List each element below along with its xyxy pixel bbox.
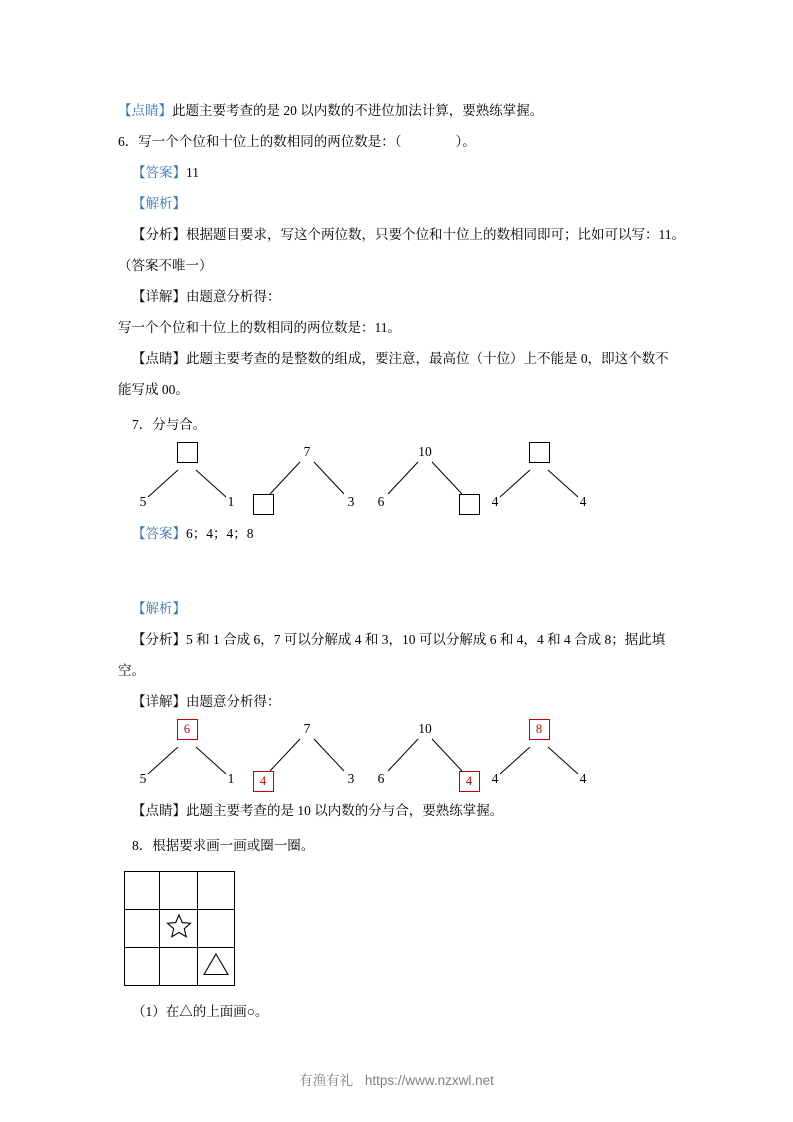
line-text: 根据题目要求，写这个两位数，只要个位和十位上的数相同即可；比如可以写：11。 — [186, 227, 685, 242]
line-text: （1）在△的上面画○。 — [132, 1004, 269, 1019]
grid-cell[interactable] — [125, 910, 160, 948]
number-bond-answer-2 — [248, 719, 368, 797]
text-line — [118, 593, 678, 624]
answer-box-filled: 6 — [177, 719, 198, 740]
line-text: 由题意分析得： — [186, 694, 281, 709]
number-bond-3 — [366, 442, 486, 520]
star-icon — [166, 913, 192, 939]
number-bond-2 — [248, 442, 368, 520]
line-text: 此题主要考查的是 10 以内数的分与合，要熟练掌握。 — [186, 803, 504, 818]
number-bond-1 — [128, 442, 248, 520]
grid-cell[interactable] — [125, 872, 160, 910]
footer-url: https://www.nzxwl.net — [364, 1073, 494, 1088]
footer-brand: 有渔有礼 — [299, 1073, 354, 1088]
line-text: 能写成 00。 — [118, 382, 189, 397]
text-line — [118, 188, 678, 219]
grid-cell-star[interactable] — [160, 910, 197, 948]
line-text: 写一个个位和十位上的数相同的两位数是：11。 — [118, 320, 401, 335]
answer-box[interactable] — [253, 494, 274, 515]
number-bond-answer-3 — [366, 719, 486, 797]
number-bond-row-question — [118, 442, 678, 520]
label-answer: 【答案】 — [132, 165, 186, 180]
bond-top-answer — [172, 719, 202, 740]
bond-left-box[interactable] — [248, 494, 278, 515]
line-text: 此题主要考查的是整数的组成，要注意，最高位（十位）上不能是 0，即这个数不 — [186, 351, 669, 366]
grid-cell[interactable] — [160, 948, 197, 986]
line-text: 7．分与合。 — [132, 417, 207, 432]
text-line — [118, 281, 678, 312]
line-text: 5 和 1 合成 6，7 可以分解成 4 和 3，10 可以分解成 6 和 4，4 和 4 合成 8；据此填 — [186, 632, 666, 647]
three-by-three-grid — [124, 871, 235, 982]
bond-right-value: 1 — [227, 771, 235, 786]
label-fenxi: 【分析】 — [132, 632, 186, 647]
line-text: 由题意分析得： — [186, 289, 281, 304]
line-text: 6．写一个个位和十位上的数相同的两位数是：（ ）。 — [118, 134, 476, 149]
bond-top-answer — [524, 719, 554, 740]
text-line — [118, 686, 678, 717]
grid-cell[interactable] — [197, 910, 234, 948]
question-7 — [118, 409, 678, 440]
triangle-icon — [202, 951, 230, 977]
text-line — [118, 95, 678, 126]
text-line — [118, 655, 678, 686]
question-8-part-1 — [118, 996, 678, 1027]
grid-table — [124, 871, 235, 986]
number-bond-answer-1 — [128, 719, 248, 797]
line-text: 空。 — [118, 663, 145, 678]
bond-left-value: 6 — [377, 771, 385, 786]
text-line — [118, 624, 678, 655]
label-dianjing: 【点睛】 — [118, 103, 172, 118]
grid-row — [125, 948, 235, 986]
footer-watermark — [0, 1069, 793, 1089]
text-line — [118, 795, 678, 826]
text-line — [118, 250, 678, 281]
bond-left-answer — [248, 771, 278, 792]
bond-left-value: 4 — [491, 494, 499, 509]
answer-box[interactable] — [177, 442, 198, 463]
label-xiangjie: 【详解】 — [132, 694, 186, 709]
bond-top-value: 10 — [418, 721, 432, 736]
answer-box-filled: 8 — [529, 719, 550, 740]
grid-cell[interactable] — [197, 872, 234, 910]
number-bond-answer-4 — [480, 719, 600, 797]
grid-row — [125, 910, 235, 948]
bond-left-value: 5 — [139, 771, 147, 786]
bond-left-value: 4 — [491, 771, 499, 786]
answer-box-filled: 4 — [253, 771, 274, 792]
label-fenxi: 【分析】 — [132, 227, 186, 242]
bond-top-value: 7 — [303, 444, 311, 459]
text-line — [118, 219, 685, 250]
document-body — [118, 95, 685, 1027]
line-text: 6；4；4；8 — [186, 526, 254, 541]
answer-box-filled: 4 — [459, 771, 480, 792]
question-8 — [118, 830, 678, 861]
label-xiangjie: 【详解】 — [132, 289, 186, 304]
bond-top-value: 7 — [303, 721, 311, 736]
label-dianjing: 【点睛】 — [132, 803, 186, 818]
text-line — [118, 157, 678, 188]
bond-top-box[interactable] — [172, 442, 202, 463]
number-bond-row-answer — [118, 719, 678, 797]
label-analysis-header: 【解析】 — [132, 601, 186, 616]
bond-right-value: 3 — [347, 494, 355, 509]
number-bond-4 — [480, 442, 600, 520]
bond-right-value: 1 — [227, 494, 235, 509]
answer-box[interactable] — [529, 442, 550, 463]
line-text: 此题主要考查的是 20 以内数的不进位加法计算，要熟练掌握。 — [172, 103, 544, 118]
line-text: 11 — [186, 165, 199, 180]
bond-right-value: 4 — [579, 771, 587, 786]
bond-right-value: 4 — [579, 494, 587, 509]
text-line — [118, 343, 678, 374]
text-line — [118, 518, 678, 549]
grid-cell[interactable] — [160, 872, 197, 910]
grid-cell-triangle[interactable] — [197, 948, 234, 986]
text-line — [118, 312, 678, 343]
answer-box[interactable] — [459, 494, 480, 515]
label-analysis-header: 【解析】 — [132, 196, 186, 211]
line-text: 8．根据要求画一画或圈一圈。 — [132, 838, 315, 853]
bond-left-value: 6 — [377, 494, 385, 509]
bond-top-value: 10 — [418, 444, 432, 459]
line-text: （答案不唯一） — [118, 258, 213, 273]
bond-right-value: 3 — [347, 771, 355, 786]
bond-top-box[interactable] — [524, 442, 554, 463]
grid-cell[interactable] — [125, 948, 160, 986]
label-dianjing: 【点睛】 — [132, 351, 186, 366]
text-line — [118, 374, 678, 405]
bond-left-value: 5 — [139, 494, 147, 509]
grid-row — [125, 872, 235, 910]
label-answer: 【答案】 — [132, 526, 186, 541]
question-6 — [118, 126, 678, 157]
